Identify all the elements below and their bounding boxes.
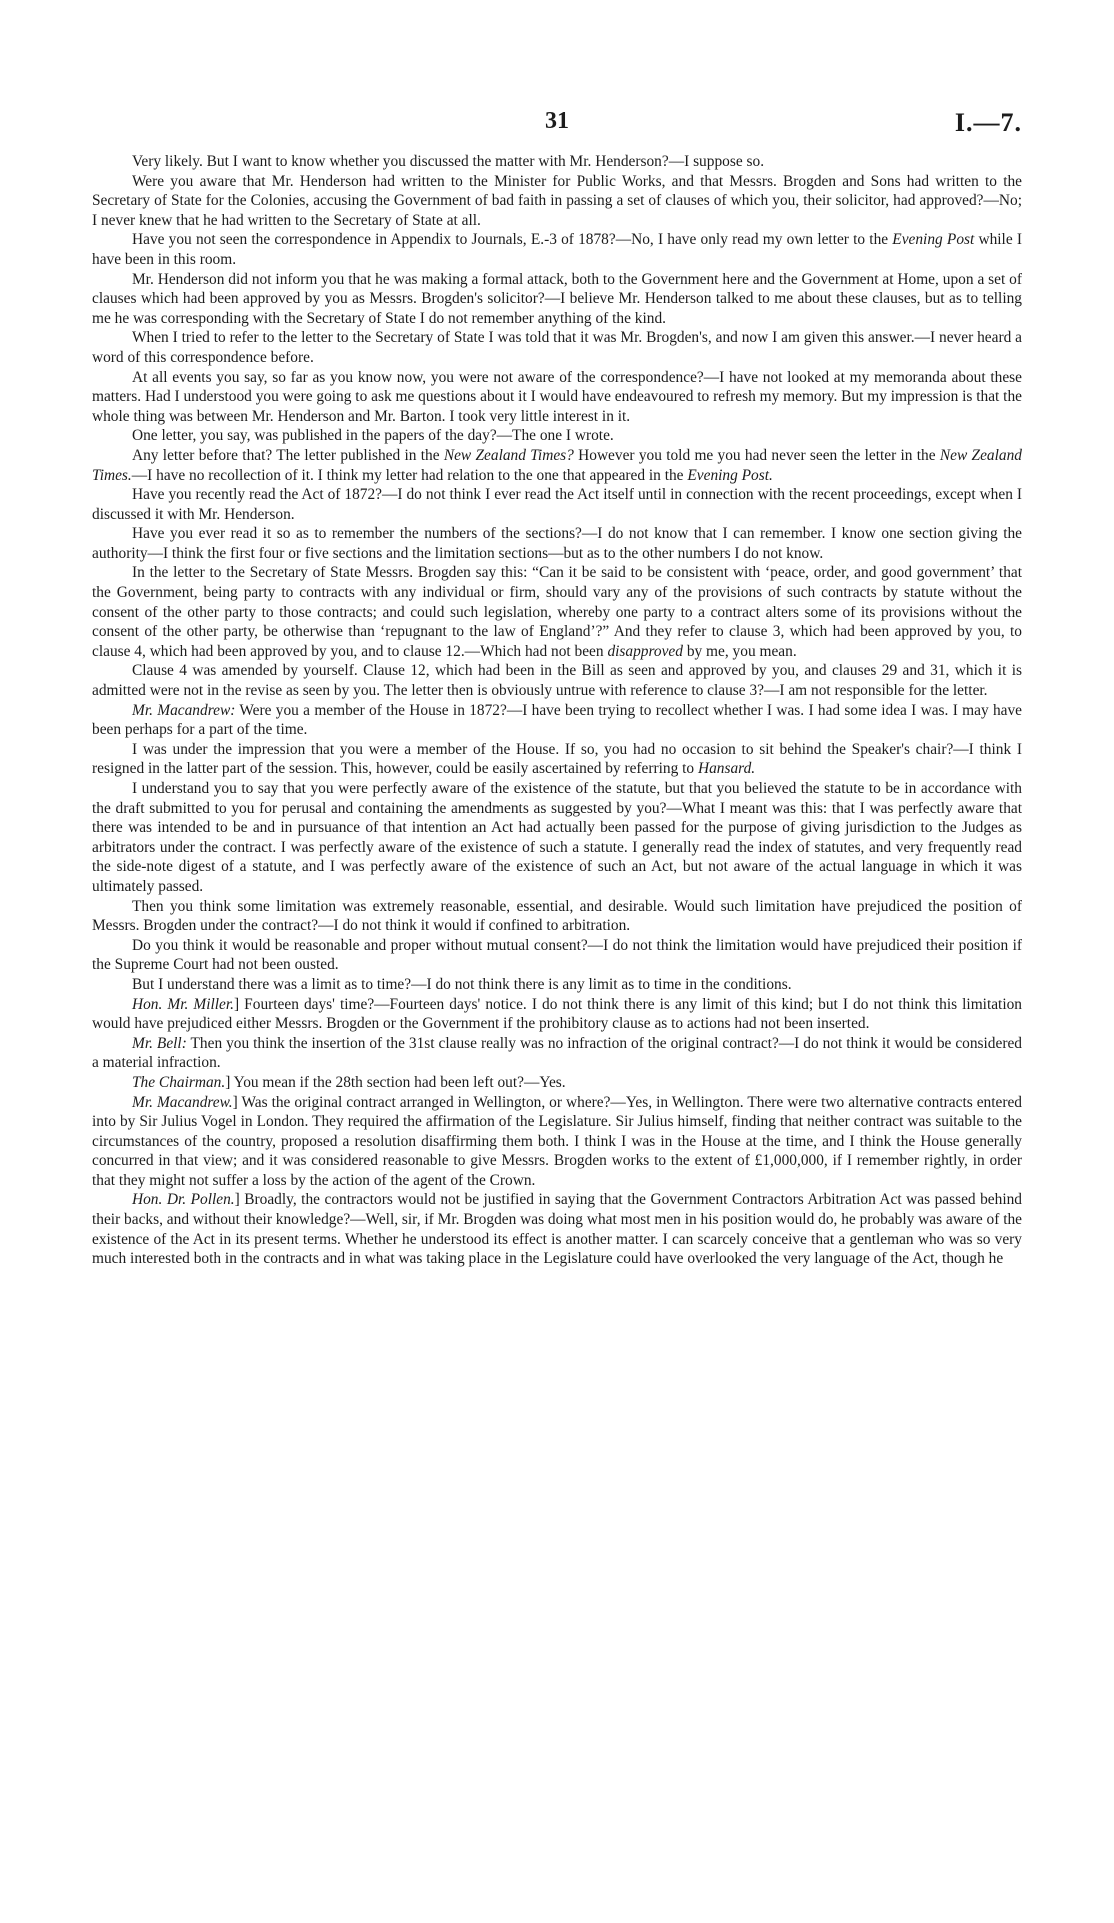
paragraph-text: Very likely. But I want to know whether you discussed the matter with Mr. Henderson?—I suppose so.: [132, 153, 765, 170]
paragraph: [92, 936, 1022, 975]
italic-text: New Zealand Times?: [443, 446, 574, 464]
paragraph-text: —I have no recollection of it. I think my letter had relation to the one that appeared in the: [131, 466, 688, 484]
paragraph: [92, 368, 1022, 427]
paragraph-text: ] Fourteen days' time?—Fourteen days' notice. I do not think there is any limit of this kind; but I do not think this limitation would have prejudiced either Messrs. Brogden or the Government if the prohibitory clause as to actions had not been inserted.: [92, 995, 1023, 1033]
paragraph: [92, 779, 1022, 897]
paragraph-text: In the letter to the Secretary of State Messrs. Brogden say this: “Can it be said to be consistent with ‘peace, order, and good government’ that the Government, being party to contracts with any individual or firm, should vary any of the provisions of such contracts by statute without the consent of the other party to those contracts; and could such legislation, whereby one party to a contract alters some of its provisions without the consent of the other party, be otherwise than ‘repugnant to the law of England’?” And they refer to clause 3, which had been approved by you, to clause 4, which had been approved by you, and to clause 12.—Which had not been: [92, 564, 1022, 660]
paragraph-text: One letter, you say, was published in the papers of the day?—The one I wrote.: [132, 427, 614, 445]
italic-text: New Zealand Times.: [92, 446, 1022, 484]
paper-reference: I.—7.: [954, 108, 1022, 137]
paragraph: [92, 524, 1022, 563]
paragraph-text: I was under the impression that you were a member of the House. If so, you had no occasion to sit behind the Speaker's chair?—I think I resigned in the latter part of the session. This, however, could be easily ascertained by referring to: [92, 740, 1022, 778]
paragraph-text: Have you ever read it so as to remember the numbers of the sections?—I do not know that I can remember. I know one section giving the authority—I think the first four or five sections and the limitation sections—but as to the other numbers I do not know.: [92, 525, 1022, 562]
paragraph-text: while I have been in this room.: [92, 231, 1022, 268]
paragraph: [92, 1190, 1022, 1268]
paragraph: [92, 485, 1022, 524]
paragraph: [92, 701, 1022, 740]
italic-text: The Chairman.: [132, 1073, 226, 1091]
italic-text: Mr. Macandrew.: [132, 1093, 233, 1111]
paragraph: [92, 446, 1022, 485]
paragraph-text: At all events you say, so far as you know now, you were not aware of the correspondence?—I have not looked at my memoranda about these matters. Had I understood you were going to ask me questions about it I would have endeavoured to refresh my memory. But my impression is that the whole thing was between Mr. Henderson and Mr. Barton. I took very little interest in it.: [92, 368, 1022, 425]
paragraph-text: When I tried to refer to the letter to the Secretary of State I was told that it was Mr. Brogden's, and now I am given this answer.—I never heard a word of this correspondence before.: [92, 329, 1022, 366]
italic-text: Mr. Bell:: [132, 1034, 187, 1052]
paragraph-text: Have you not seen the correspondence in Appendix to Journals, E.-3 of 1878?—No, I have only read my own letter to the: [132, 231, 893, 249]
italic-text: Hon. Dr. Pollen.: [132, 1191, 235, 1209]
italic-text: Evening Post.: [687, 466, 773, 484]
paragraph: [92, 995, 1022, 1034]
paragraph: [92, 426, 1022, 446]
paragraph-text: Mr. Henderson did not inform you that he was making a formal attack, both to the Government here and the Government at Home, upon a set of clauses which had been approved by you as Messrs. Brogden's solicitor?—I believe Mr. Henderson talked to me about these clauses, but as to telling me he was corresponding with the Secretary of State I do not remember anything of the kind.: [92, 270, 1022, 327]
paragraph-text: Then you think the insertion of the 31st clause really was no infraction of the original contract?—I do not think it would be considered a material infraction.: [92, 1034, 1022, 1072]
paragraph-text: Any letter before that? The letter published in the: [132, 446, 444, 464]
paragraph: [92, 270, 1022, 329]
paragraph-text: But I understand there was a limit as to time?—I do not think there is any limit as to time in the conditions.: [132, 975, 792, 993]
paragraph-text: by me, you mean.: [682, 642, 797, 660]
paragraph-text: Were you aware that Mr. Henderson had written to the Minister for Public Works, and that Messrs. Brogden and Sons had written to the Secretary of State for the Colonies, accusing the Government of bad faith in passing a set of clauses of which you, their solicitor, had approved?—No; I never knew that he had written to the Secretary of State at all.: [92, 172, 1022, 229]
paragraph: [92, 152, 1022, 172]
paragraph-text: Clause 4 was amended by yourself. Clause 12, which had been in the Bill as seen and approved by you, and clauses 29 and 31, which it is admitted were not in the revise as seen by you. The letter then is obviously untrue with reference to clause 3?—I am not responsible for the letter.: [92, 662, 1022, 700]
paragraph: [92, 975, 1022, 995]
paragraph: [92, 172, 1022, 231]
italic-text: disapproved: [607, 642, 683, 660]
page-number: 31: [545, 108, 569, 134]
italic-text: Evening Post: [892, 231, 975, 249]
paragraph-text: ] You mean if the 28th section had been left out?—Yes.: [225, 1073, 566, 1091]
paragraph-text: Do you think it would be reasonable and proper without mutual consent?—I do not think the limitation would have prejudiced their position if the Supreme Court had not been ousted.: [92, 936, 1022, 974]
paragraph-text: ] Broadly, the contractors would not be justified in saying that the Government Contractors Arbitration Act was passed behind their backs, and without their knowledge?—Well, sir, if Mr. Brogden was doing what most men in his position would do, he probably was aware of the existence of the Act in its present terms. Whether he understood its effect is another matter. I can scarcely conceive that a gentleman who was so very much interested both in the contracts and in what was taking place in the Legislature could have overlooked the very language of the Act, though he: [92, 1191, 1022, 1268]
paragraph-text: Were you a member of the House in 1872?—I have been trying to recollect whether I was. I had some idea I was. I may have been perhaps for a part of the time.: [92, 701, 1022, 739]
italic-text: Hon. Mr. Miller.: [132, 995, 235, 1013]
italic-text: Hansard.: [697, 760, 756, 778]
paragraph: [92, 1034, 1022, 1073]
paragraph: [92, 328, 1022, 367]
paragraph-text: I understand you to say that you were perfectly aware of the existence of the statute, but that you believed the statute to be in accordance with the draft submitted to you for perusal and containing the amendments as suggested by you?—What I meant was this: that I was perfectly aware that there was intended to be and in pursuance of that intention an Act had actually been passed for the purpose of giving jurisdiction to the Judges as arbitrators under the contract. I was perfectly aware of the existence of such a statute. I generally read the index of statutes, and very frequently read the side-note digest of a statute, and I was perfectly aware of the existence of such an Act, but not aware of the actual language in which it was ultimately passed.: [92, 780, 1022, 895]
paragraph: [92, 661, 1022, 700]
paragraph: [92, 1093, 1022, 1191]
page-header: [92, 108, 1022, 144]
paragraph-text: However you told me you had never seen the letter in the: [573, 446, 940, 464]
document-body: [92, 152, 1022, 1269]
paragraph-text: ] Was the original contract arranged in Wellington, or where?—Yes, in Wellington. There were two alternative contracts entered into by Sir Julius Vogel in London. They required the affirmation of the Legislature. Sir Julius himself, finding that neither contract was suitable to the circumstances of the country, proposed a resolution disaffirming them both. I think I was in the House at the time, and I think the House generally concurred in that view; and it was considered reasonable to give Messrs. Brogden works to the extent of £1,000,000, if I remember rightly, in order that they might not suffer a loss by the action of the agent of the Crown.: [92, 1093, 1022, 1189]
paragraph: [92, 230, 1022, 269]
paragraph: [92, 897, 1022, 936]
paragraph: [92, 1073, 1022, 1093]
italic-text: Mr. Macandrew:: [132, 701, 236, 719]
paragraph-text: Then you think some limitation was extremely reasonable, essential, and desirable. Would such limitation have prejudiced the position of Messrs. Brogden under the contract?—I do not think it would if confined to arbitration.: [92, 897, 1022, 935]
paragraph: [92, 740, 1022, 779]
paragraph: [92, 563, 1022, 661]
paragraph-text: Have you recently read the Act of 1872?—I do not think I ever read the Act itself until in connection with the recent proceedings, except when I discussed it with Mr. Henderson.: [92, 486, 1022, 523]
